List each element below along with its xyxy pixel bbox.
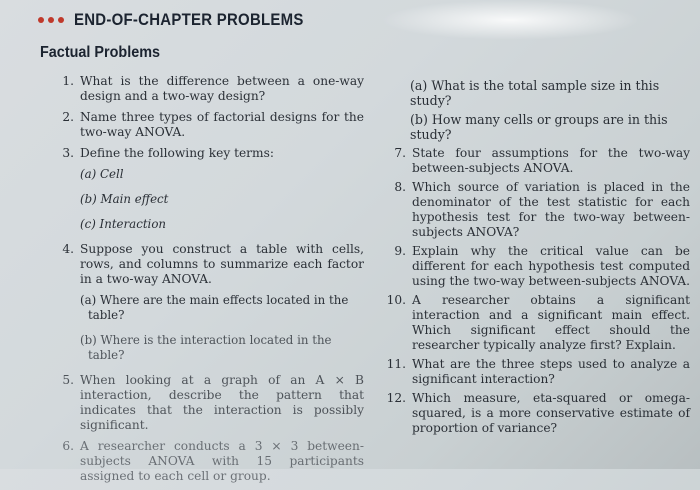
problem-text: What is the difference between a one-way design and a two-way design?: [80, 74, 364, 103]
problem-8: [384, 180, 690, 240]
problem-5: [52, 373, 364, 433]
problem-text: Name three types of factorial designs for the two-way ANOVA.: [80, 110, 364, 139]
problem-number: 3.: [62, 146, 74, 160]
problem-text: A researcher conducts a 3 × 3 between-subjects ANOVA with 15 participants assigned to each cell or group.: [80, 439, 364, 483]
problem-2: [52, 110, 364, 140]
section-title: Factual Problems: [40, 44, 161, 61]
problem-number: 2.: [62, 110, 74, 124]
subpart-6a: (a) What is the total sample size in this study?: [410, 78, 660, 108]
problem-1: [52, 74, 364, 104]
problem-text: Suppose you construct a table with cells, rows, and columns to summarize each factor in a two-way ANOVA.: [80, 242, 364, 286]
problem-text: A researcher obtains a significant interaction and a significant main effect. Which significant effect should the researcher typically analyze first? Explain.: [412, 293, 690, 352]
problem-6: [52, 439, 364, 484]
problem-number: 12.: [386, 391, 406, 405]
problem-text: Which source of variation is placed in the denominator of the test statistic for each hypothesis test for the two-way between-subjects ANOVA?: [412, 180, 690, 239]
subpart-b: (b) Main effect: [80, 192, 169, 206]
subpart-6b: (b) How many cells or groups are in this study?: [410, 112, 668, 142]
problem-number: 8.: [394, 180, 406, 194]
left-column: [52, 74, 364, 490]
problem-number: 5.: [62, 373, 74, 387]
problem-number: 1.: [62, 74, 74, 88]
problem-3: [52, 146, 364, 161]
problem-10: [384, 293, 690, 353]
subpart-b: (b) Where is the interaction located in the table?: [80, 333, 332, 362]
problem-text: State four assumptions for the two-way between-subjects ANOVA.: [412, 146, 690, 175]
problem-9: [384, 244, 690, 289]
problem-number: 10.: [386, 293, 406, 307]
bullet-dots-icon: [38, 17, 64, 23]
problem-text: Explain why the critical value can be different for each hypothesis test computed using the two-way between-subjects ANOVA.: [412, 244, 690, 288]
problem-text: What are the three steps used to analyze a significant interaction?: [412, 357, 690, 386]
problem-text: Which measure, eta-squared or omega-squared, is a more conservative estimate of proportion of variance?: [412, 391, 690, 435]
problem-4: [52, 242, 364, 287]
chapter-header: [38, 10, 335, 30]
problem-number: 7.: [394, 146, 406, 160]
chapter-header-title: END-OF-CHAPTER PROBLEMS: [74, 10, 304, 29]
problem-number: 6.: [62, 439, 74, 453]
problem-number: 11.: [386, 357, 406, 371]
glare: [380, 0, 640, 40]
problem-12: [384, 391, 690, 436]
subpart-c: (c) Interaction: [80, 217, 167, 231]
problem-number: 9.: [394, 244, 406, 258]
problem-text: Define the following key terms:: [80, 146, 274, 160]
problem-text: When looking at a graph of an A × B interaction, describe the pattern that indicates that the interaction is possibly significant.: [80, 373, 364, 432]
right-column: [384, 78, 690, 440]
subpart-a: (a) Where are the main effects located in the table?: [80, 293, 349, 322]
problem-7: [384, 146, 690, 176]
problem-number: 4.: [62, 242, 74, 256]
subpart-a: (a) Cell: [80, 167, 124, 181]
problem-11: [384, 357, 690, 387]
